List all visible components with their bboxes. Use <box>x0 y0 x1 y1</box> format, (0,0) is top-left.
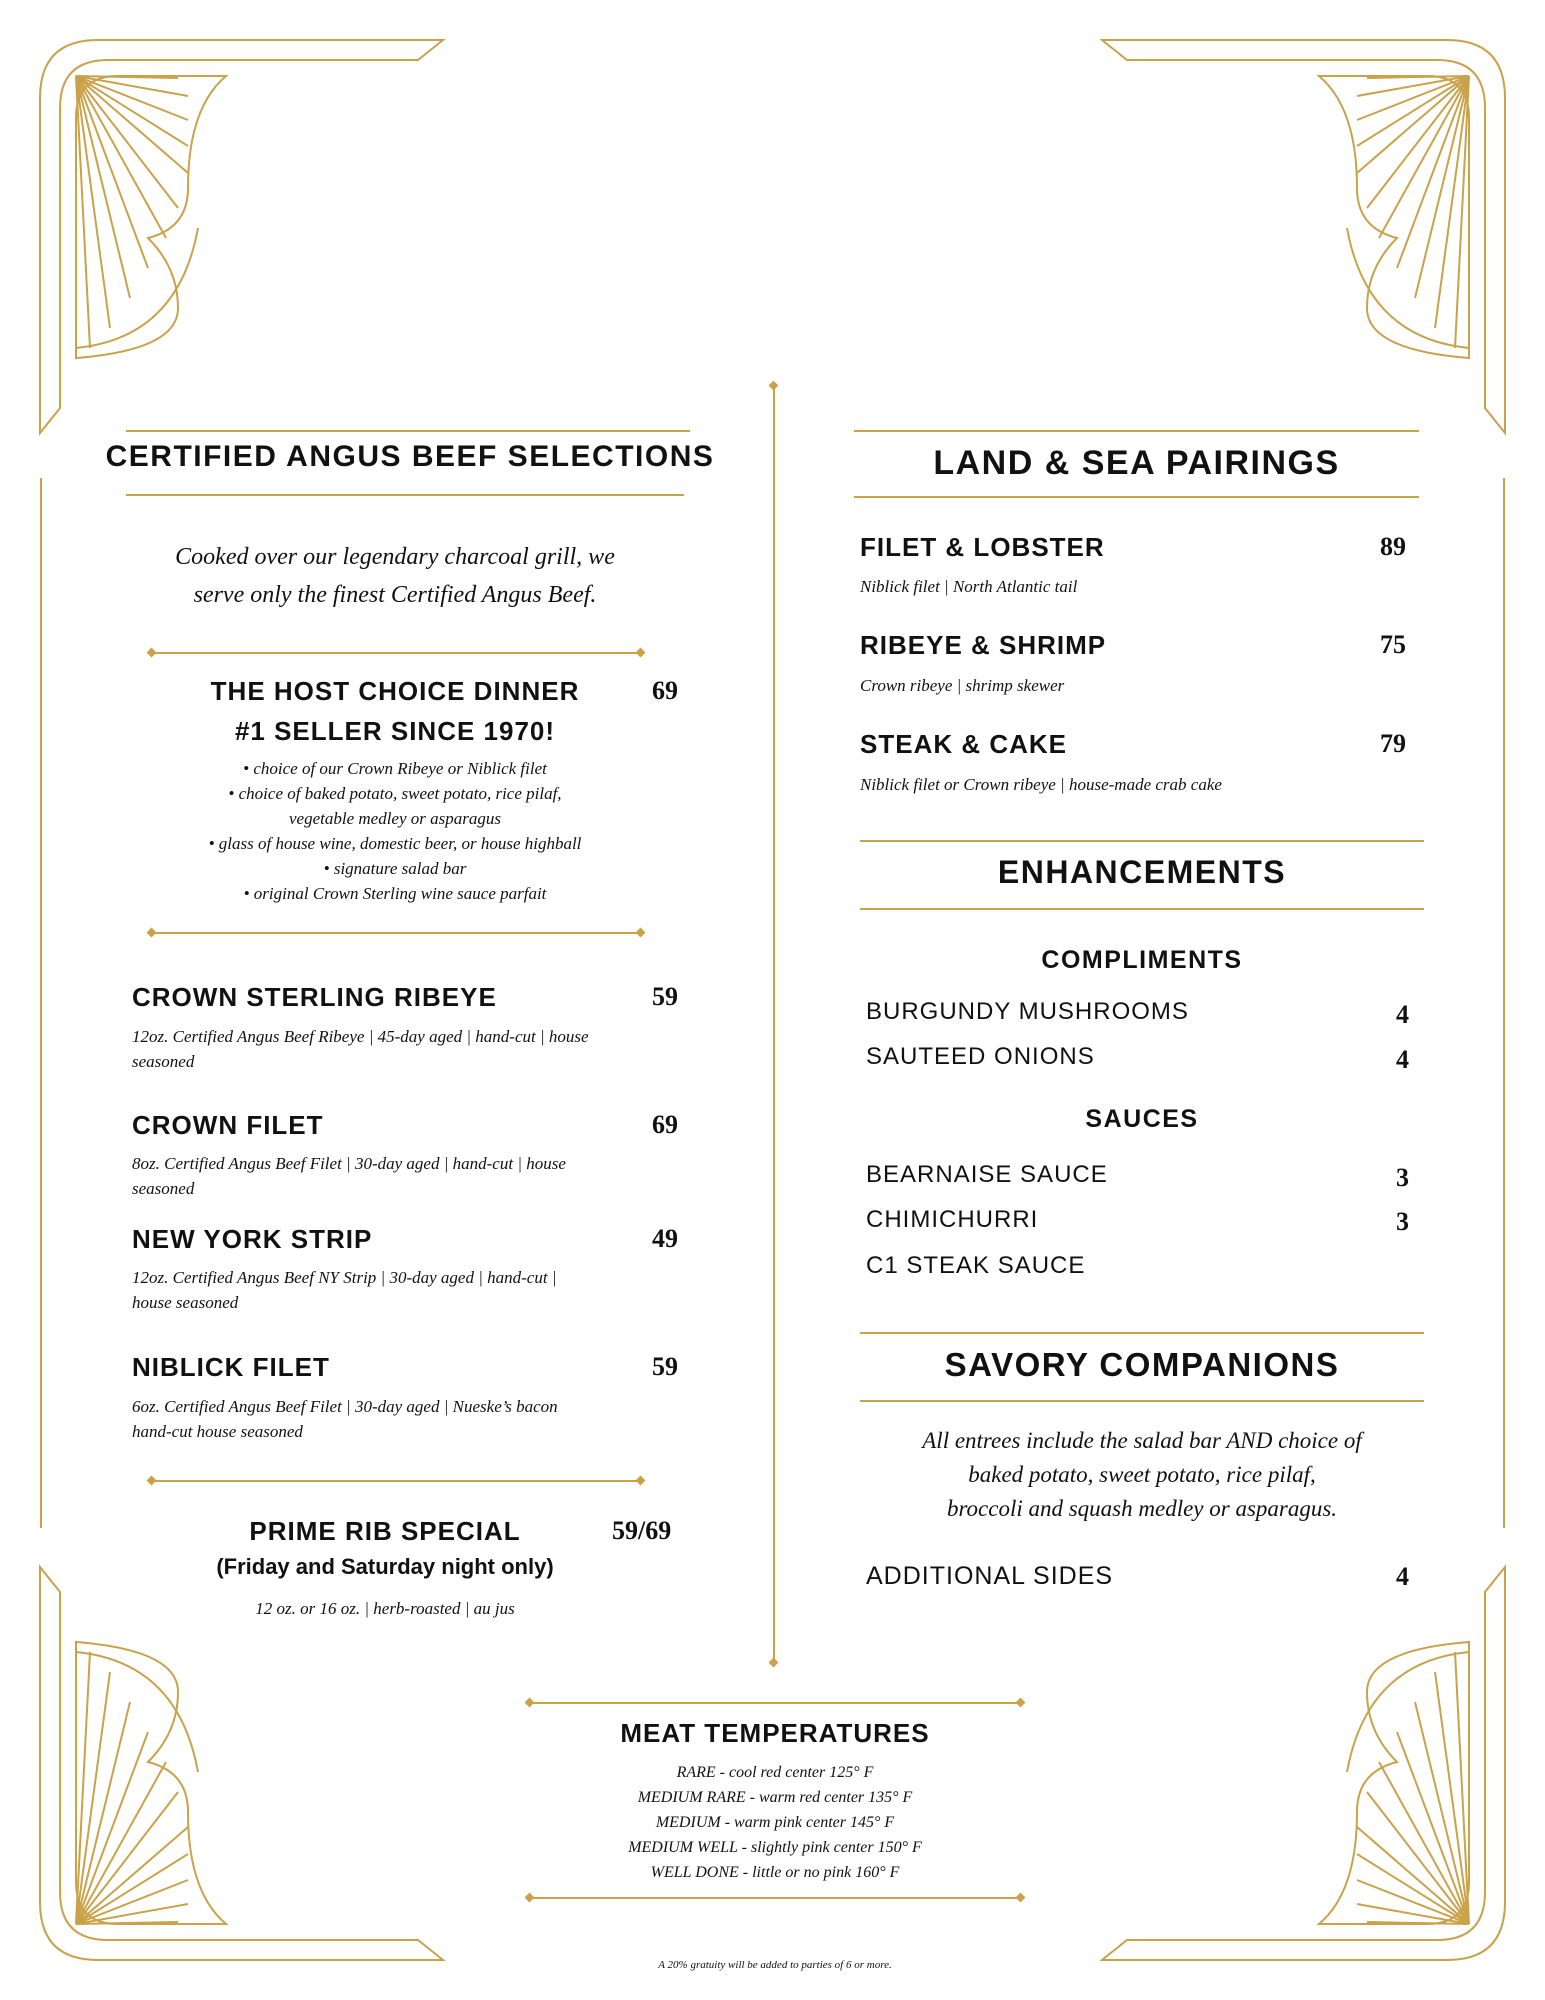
land-sea-rule-bottom <box>854 496 1419 498</box>
temp-line: RARE - cool red center 125° F <box>676 1764 874 1781</box>
center-divider <box>773 386 775 1662</box>
savory-line: baked potato, sweet potato, rice pilaf, <box>968 1462 1316 1487</box>
right-side-rule <box>1503 478 1505 1528</box>
menu-item-desc <box>132 1024 662 1074</box>
pairing-name: STEAK & CAKE <box>860 729 1068 759</box>
menu-item-desc-line: house seasoned <box>132 1293 239 1312</box>
savory-rule-top <box>860 1332 1424 1334</box>
sauces-title: SAUCES <box>1085 1105 1199 1133</box>
sauce-name: C1 STEAK SAUCE <box>866 1252 1086 1279</box>
menu-item-name: NEW YORK STRIP <box>132 1224 373 1254</box>
pairing-name: FILET & LOBSTER <box>860 532 1105 562</box>
menu-item-price: 69 <box>652 1110 678 1139</box>
corner-ornament-top-right <box>1077 38 1507 448</box>
savory-desc <box>860 1424 1424 1526</box>
left-side-rule <box>40 478 42 1528</box>
menu-item-desc-line: 12oz. Certified Angus Beef NY Strip | 30-day aged | hand-cut | <box>132 1268 557 1287</box>
additional-sides-price: 4 <box>1396 1562 1409 1591</box>
land-sea-title: LAND & SEA PAIRINGS <box>933 444 1340 482</box>
sauce-name: BEARNAISE SAUCE <box>866 1161 1108 1188</box>
menu-item-desc <box>132 1265 662 1315</box>
pairing-price: 89 <box>1380 532 1406 561</box>
pairing-desc: Crown ribeye | shrimp skewer <box>860 676 1065 695</box>
temps-rule-bottom <box>530 1897 1020 1899</box>
host-price: 69 <box>652 676 678 705</box>
menu-item-desc-line: hand-cut house seasoned <box>132 1422 303 1441</box>
enh-rule-bottom <box>860 908 1424 910</box>
prime-desc: 12 oz. or 16 oz. | herb-roasted | au jus <box>255 1599 515 1618</box>
compliment-name: SAUTEED ONIONS <box>866 1043 1095 1070</box>
temps-rule-top <box>530 1702 1020 1704</box>
pairing-name: RIBEYE & SHRIMP <box>860 630 1107 660</box>
menu-item-name: NIBLICK FILET <box>132 1352 330 1382</box>
compliment-name: BURGUNDY MUSHROOMS <box>866 998 1189 1025</box>
host-bullet: • signature salad bar <box>323 859 467 878</box>
host-name-line1: THE HOST CHOICE DINNER <box>210 676 580 706</box>
left-title-rule-bottom <box>126 494 684 496</box>
menu-item-desc-line: seasoned <box>132 1179 195 1198</box>
corner-ornament-top-left <box>38 38 468 448</box>
temps-title: MEAT TEMPERATURES <box>620 1718 930 1748</box>
sauce-price: 3 <box>1396 1207 1409 1236</box>
enhancements-title: ENHANCEMENTS <box>997 854 1287 890</box>
menu-item-desc-line: 12oz. Certified Angus Beef Ribeye | 45-day aged | hand-cut | house <box>132 1027 589 1046</box>
left-title-rule-top <box>126 430 690 432</box>
compliments-title: COMPLIMENTS <box>1041 946 1243 974</box>
savory-rule-bottom <box>860 1400 1424 1402</box>
sauce-name: CHIMICHURRI <box>866 1206 1039 1233</box>
temp-line: MEDIUM RARE - warm red center 135° F <box>637 1789 913 1806</box>
menu-item-desc <box>132 1151 662 1201</box>
savory-title: SAVORY COMPANIONS <box>944 1346 1340 1383</box>
menu-item-name: CROWN FILET <box>132 1110 324 1140</box>
menu-item-price: 49 <box>652 1224 678 1253</box>
left-intro-line1: Cooked over our legendary charcoal grill, we <box>175 544 615 570</box>
land-sea-rule-top <box>854 430 1419 432</box>
menu-item-desc <box>132 1394 662 1444</box>
menu-item-name: CROWN STERLING RIBEYE <box>132 982 497 1012</box>
host-bullets <box>150 756 640 906</box>
host-bullet: • glass of house wine, domestic beer, or house highball <box>208 834 582 853</box>
menu-item-desc-line: 8oz. Certified Angus Beef Filet | 30-day aged | hand-cut | house <box>132 1154 566 1173</box>
menu-item-desc-line: 6oz. Certified Angus Beef Filet | 30-day aged | Nueske’s bacon <box>132 1397 558 1416</box>
gratuity-footer: A 20% gratuity will be added to parties of 6 or more. <box>658 1959 892 1971</box>
additional-sides-name: ADDITIONAL SIDES <box>866 1562 1114 1590</box>
left-intro-line2: serve only the finest Certified Angus Beef. <box>193 582 597 608</box>
temp-line: MEDIUM - warm pink center 145° F <box>655 1814 895 1831</box>
pairing-price: 75 <box>1380 630 1406 659</box>
savory-line: All entrees include the salad bar AND choice of <box>922 1428 1362 1453</box>
menu-item-desc-line: seasoned <box>132 1052 195 1071</box>
temp-line: MEDIUM WELL - slightly pink center 150° F <box>628 1839 922 1856</box>
host-bullet: vegetable medley or asparagus <box>289 809 501 828</box>
host-rule-top <box>152 652 640 654</box>
temp-line: WELL DONE - little or no pink 160° F <box>650 1864 900 1881</box>
host-name-line2: #1 SELLER SINCE 1970! <box>234 716 556 746</box>
enh-rule-top <box>860 840 1424 842</box>
prime-rule <box>152 1480 640 1482</box>
pairing-price: 79 <box>1380 729 1406 758</box>
left-section-title: CERTIFIED ANGUS BEEF SELECTIONS <box>105 440 715 473</box>
temps-list <box>530 1760 1020 1885</box>
menu-item-price: 59 <box>652 982 678 1011</box>
sauce-price: 3 <box>1396 1163 1409 1192</box>
prime-price: 59/69 <box>612 1516 672 1545</box>
compliment-price: 4 <box>1396 1000 1409 1029</box>
host-bullet: • choice of baked potato, sweet potato, rice pilaf, <box>228 784 562 803</box>
savory-line: broccoli and squash medley or asparagus. <box>946 1496 1338 1521</box>
host-bullet: • choice of our Crown Ribeye or Niblick filet <box>243 759 547 778</box>
corner-ornament-bottom-right <box>1077 1552 1507 1962</box>
left-intro <box>110 538 680 614</box>
pairing-desc: Niblick filet or Crown ribeye | house-made crab cake <box>860 775 1222 794</box>
host-rule-bottom <box>152 932 640 934</box>
menu-item-price: 59 <box>652 1352 678 1381</box>
prime-name: PRIME RIB SPECIAL <box>249 1516 521 1546</box>
compliment-price: 4 <box>1396 1045 1409 1074</box>
pairing-desc: Niblick filet | North Atlantic tail <box>860 577 1078 596</box>
prime-note: (Friday and Saturday night only) <box>216 1554 554 1579</box>
host-bullet: • original Crown Sterling wine sauce parfait <box>243 884 547 903</box>
